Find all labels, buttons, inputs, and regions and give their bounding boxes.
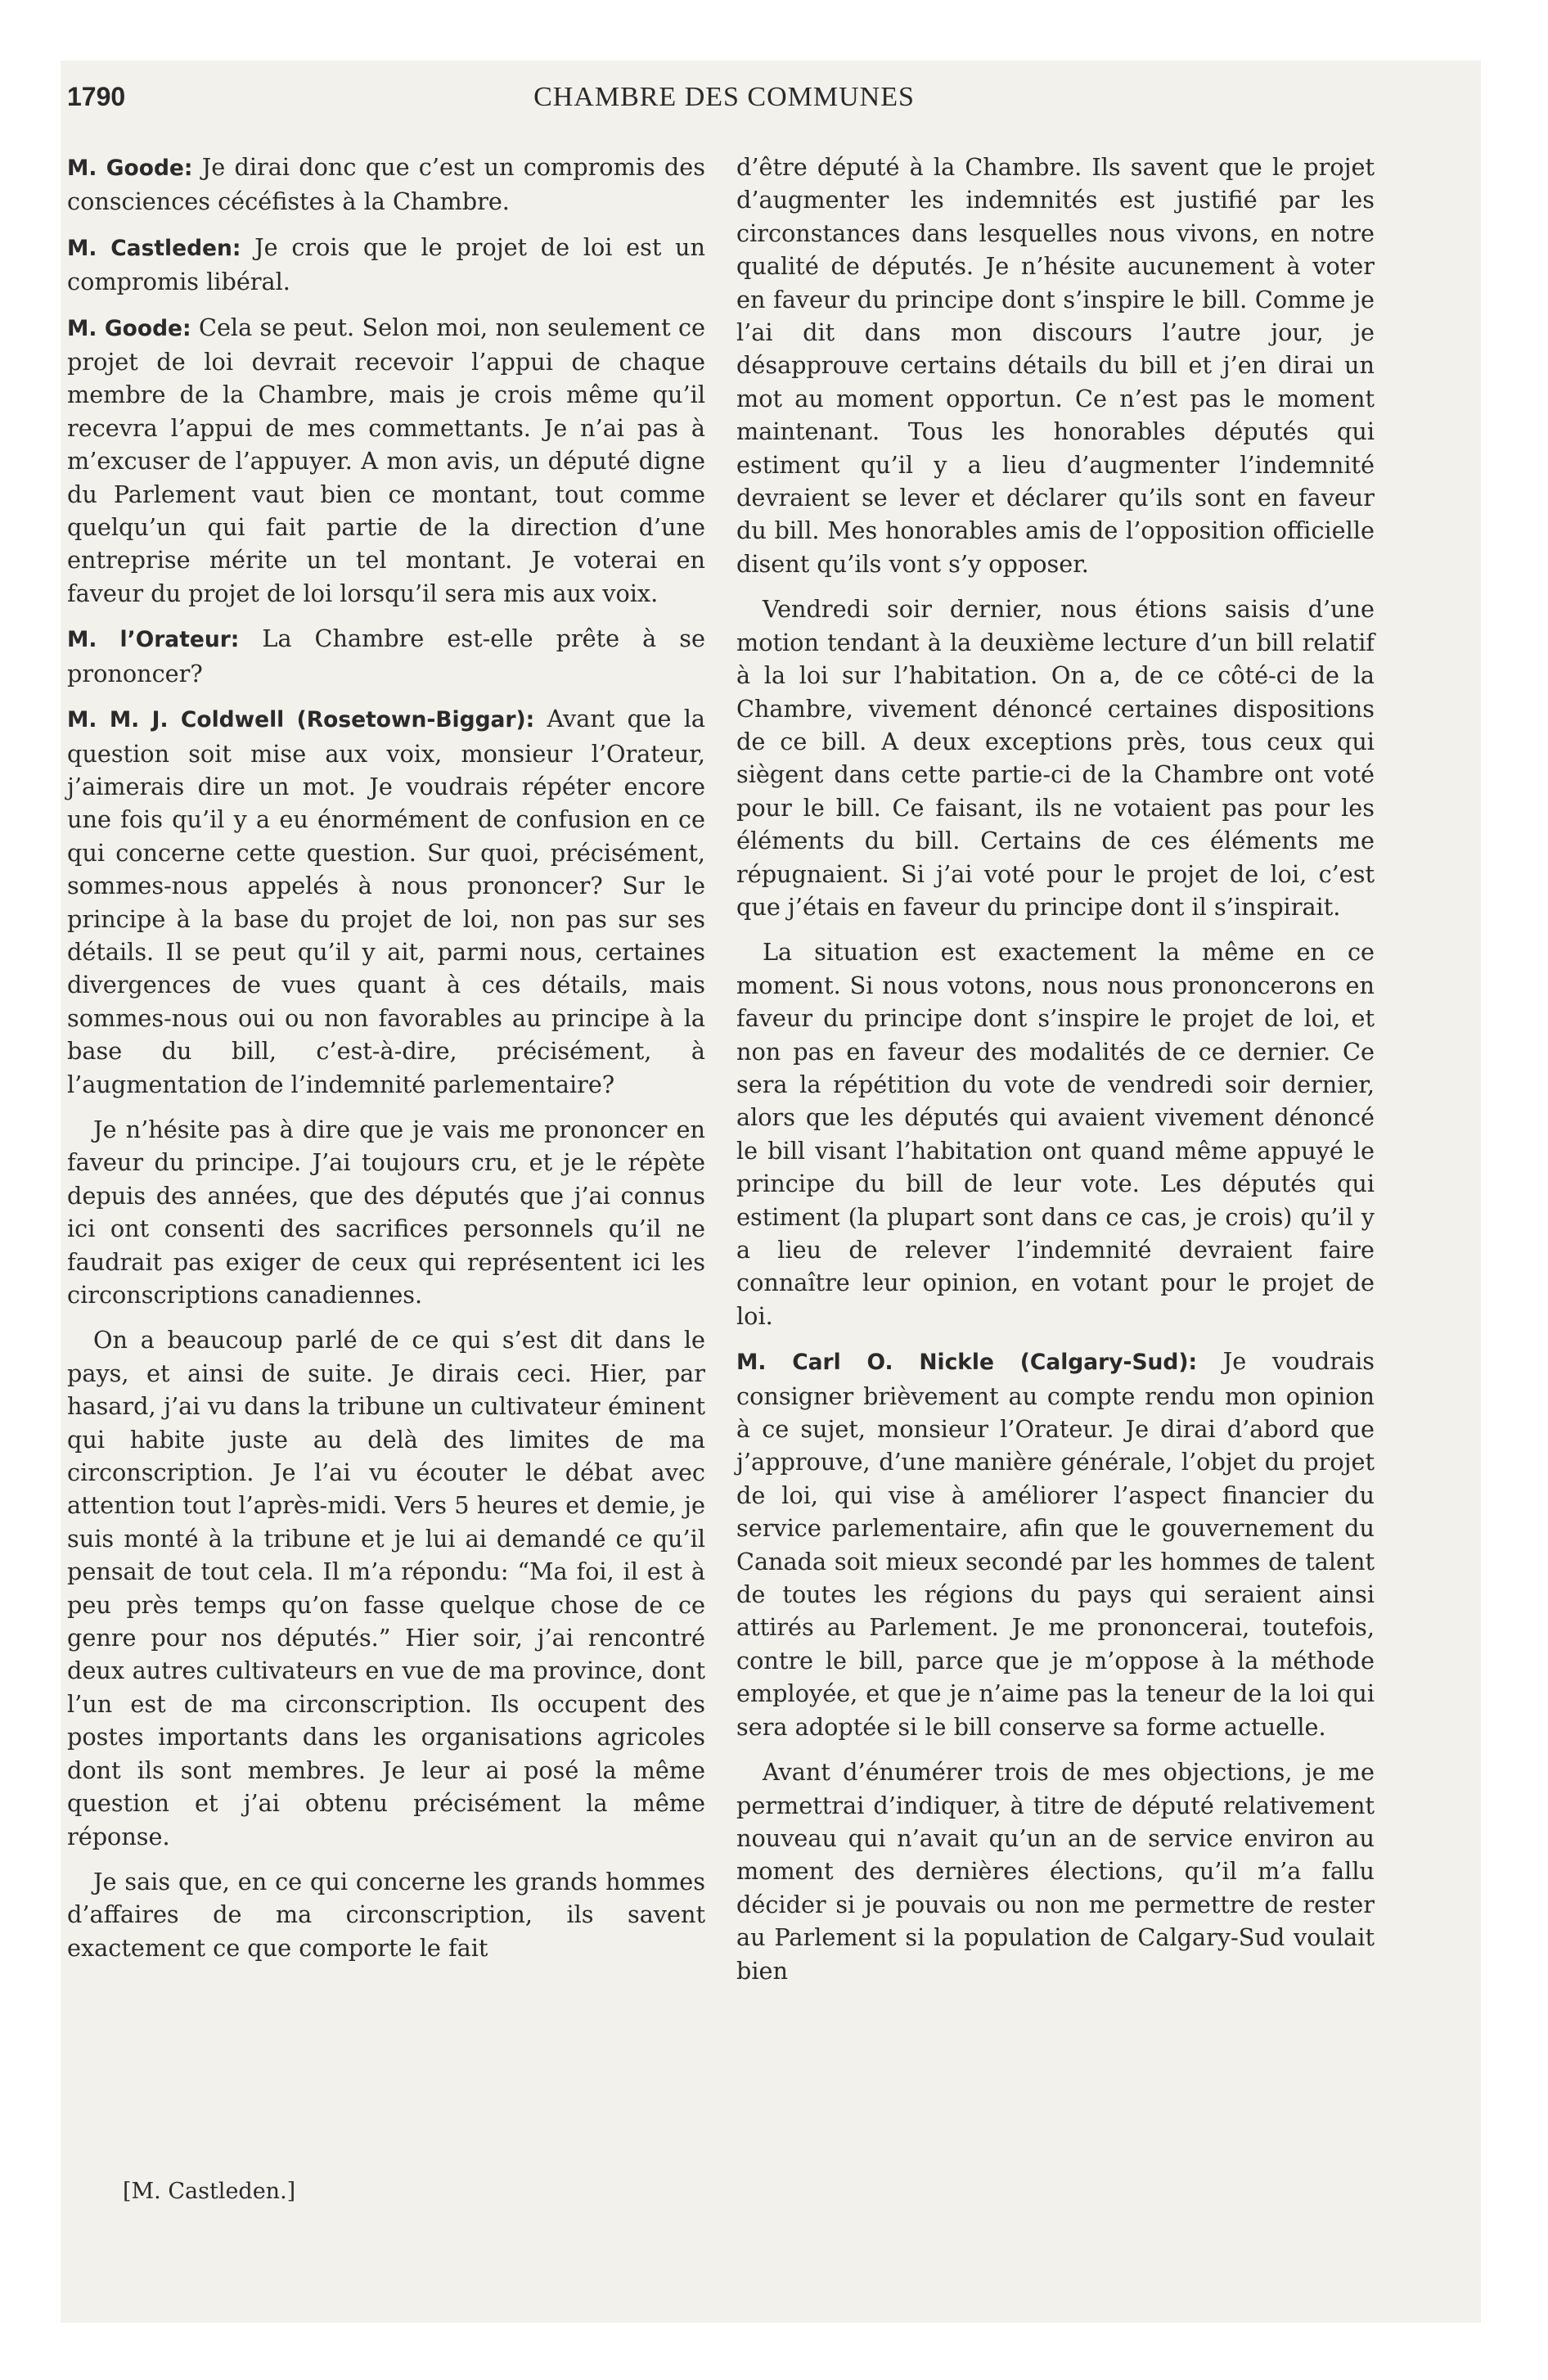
speaker-name: M. l’Orateur: <box>67 627 240 653</box>
paragraph <box>736 593 1375 923</box>
page-number: 1790 <box>67 82 126 111</box>
speaker-name: M. Carl O. Nickle (Calgary-Sud): <box>736 1350 1198 1376</box>
paragraph <box>67 231 705 299</box>
paragraph-text: La situation est exactement la même en ce moment. Si nous votons, nous nous prononcerons en faveur du principe dont s’inspire le projet de loi, et non pas en faveur des modalités de ce dernier. Ce sera la répétition du vote de vendredi soir dernier, alors que les députés qui avaient vivement dénoncé le bill visant l’habitation ont quand même appuyé le principe du bill de leur vote. Les députés qui estiment (la plupart sont dans ce cas, je crois) qu’il y a lieu de relever l’indemnité devraient faire connaître leur opinion, en votant pour le projet de loi. <box>736 938 1375 1330</box>
paragraph <box>736 1756 1375 1987</box>
paragraph-text: Je n’hésite pas à dire que je vais me prononcer en faveur du principe. J’ai toujours cru, et je le répète depuis des années, que des députés que j’ai connus ici ont consenti des sacrifices personnels qu’il ne faudrait pas exiger de ceux qui représentent ici les circonscriptions canadiennes. <box>67 1115 705 1309</box>
paragraph <box>736 1345 1375 1743</box>
paragraph-text: Je crois que le projet de loi est un compromis libéral. <box>67 232 706 296</box>
paragraph <box>67 311 705 611</box>
paragraph <box>736 151 1375 580</box>
paragraph <box>67 1865 705 1964</box>
paragraph-text: Je dirai donc que c’est un compromis des consciences cécéfistes à la Chambre. <box>67 153 705 216</box>
paragraph <box>67 622 705 690</box>
paragraph <box>67 1323 705 1853</box>
paragraph-text: Avant d’énumérer trois de mes objections, je me permettrai d’indiquer, à titre de député relativement nouveau qui n’avait qu’un an de service environ au moment des dernières élections, qu’il m’a fallu décider si je pouvais ou non me permettre de rester au Parlement si la population de Calgary-Sud voulait bien <box>736 1758 1375 1985</box>
right-column <box>736 151 1375 1999</box>
paragraph <box>736 935 1375 1332</box>
paragraph-text: La Chambre est-elle prête à se prononcer? <box>67 624 705 687</box>
speaker-name: M. Goode: <box>67 315 191 341</box>
paragraph-text: Je sais que, en ce qui concerne les grands hommes d’affaires de ma circonscription, ils savent exactement ce que comporte le fait <box>67 1867 705 1962</box>
paragraph <box>67 702 705 1101</box>
speaker-name: M. Castleden: <box>67 235 241 261</box>
footer-reference: [M. Castleden.] <box>123 2179 296 2204</box>
paragraph-text: Avant que la question soit mise aux voix, monsieur l’Orateur, j’aimerais dire un mot. Je voudrais répéter encore une fois qu’il y a eu énormément de confusion en ce qui concerne cette question. Sur quoi, précisément, sommes-nous appelés à nous prononcer? Sur le principe à la base du projet de loi, non pas sur ses détails. Il se peut qu’il y ait, parmi nous, certaines divergences de vues quant à ces détails, mais sommes-nous oui ou non favorables au principe à la base du bill, c’est-à-dire, précisément, à l’augmentation de l’indemnité parlementaire? <box>67 705 705 1098</box>
paragraph <box>67 1113 705 1311</box>
paragraph-text: Cela se peut. Selon moi, non seulement ce projet de loi devrait recevoir l’appui de chaque membre de la Chambre, mais je crois même qu’il recevra l’appui de mes commettants. Je n’ai pas à m’excuser de l’appuyer. A mon avis, un député digne du Parlement vaut bien ce montant, tout comme quelqu’un qui fait partie de la direction d’une entreprise mérite un tel montant. Je voterai en faveur du projet de loi lorsqu’il sera mis aux voix. <box>67 313 706 607</box>
running-head: CHAMBRE DES COMMUNES <box>533 82 915 112</box>
paragraph-text: Je voudrais consigner brièvement au compte rendu mon opinion à ce sujet, monsieur l’Orateur. Je dirai d’abord que j’approuve, d’une manière générale, l’objet du projet de loi, qui vise à améliorer l’aspect financier du service parlementaire, afin que le gouvernement du Canada soit mieux secondé par les hommes de talent de toutes les régions du pays qui seraient ainsi attirés au Parlement. Je me prononcerai, toutefois, contre le bill, parce que je m’oppose à la méthode employée, et que je n’aime pas la teneur de la loi qui sera adoptée si le bill conserve sa forme actuelle. <box>736 1347 1375 1741</box>
speaker-name: M. Goode: <box>67 156 193 181</box>
speaker-name: M. M. J. Coldwell (Rosetown-Biggar): <box>67 707 535 733</box>
paragraph-text: Vendredi soir dernier, nous étions saisis d’une motion tendant à la deuxième lecture d’un bill relatif à la loi sur l’habitation. On a, de ce côté-ci de la Chambre, vivement dénoncé certaines dispositions de ce bill. A deux exceptions près, tous ceux qui siègent dans cette partie-ci de la Chambre ont voté pour le bill. Ce faisant, ils ne votaient pas pour les éléments du bill. Certains de ces éléments me répugnaient. Si j’ai voté pour le projet de loi, c’est que j’étais en faveur du principe dont il s’inspirait. <box>736 595 1375 921</box>
page-header <box>67 82 1381 131</box>
paragraph-text: On a beaucoup parlé de ce qui s’est dit dans le pays, et ainsi de suite. Je dirais ceci. Hier, par hasard, j’ai vu dans la tribune un cultivateur éminent qui habite juste au delà des limites de ma circonscription. Je l’ai vu écouter le débat avec attention tout l’après-midi. Vers 5 heures et demie, je suis monté à la tribune et je lui ai demandé ce qu’il pensait de tout cela. Il m’a répondu: “Ma foi, il est à peu près temps qu’on fasse quelque chose de ce genre pour nos députés.” Hier soir, j’ai rencontré deux autres cultivateurs en vue de ma province, dont l’un est de ma circonscription. Ils occupent des postes importants dans les organisations agricoles dont ils sont membres. Je leur ai posé la même question et j’ai obtenu précisément la même réponse. <box>67 1326 705 1850</box>
paragraph-text: d’être député à la Chambre. Ils savent que le projet d’augmenter les indemnités est justifié par les circonstances dans lesquelles nous vivons, en notre qualité de députés. Je n’hésite aucunement à voter en faveur du principe dont s’inspire le bill. Comme je l’ai dit dans mon discours l’autre jour, je désapprouve certains détails du bill et j’en dirai un mot au moment opportun. Ce n’est pas le moment maintenant. Tous les honorables députés qui estiment qu’il y a lieu d’augmenter l’indemnité devraient se lever et déclarer qu’ils sont en faveur du bill. Mes honorables amis de l’opposition officielle disent qu’ils vont s’y opposer. <box>736 153 1375 578</box>
left-column <box>67 151 705 1977</box>
paragraph <box>67 151 705 219</box>
